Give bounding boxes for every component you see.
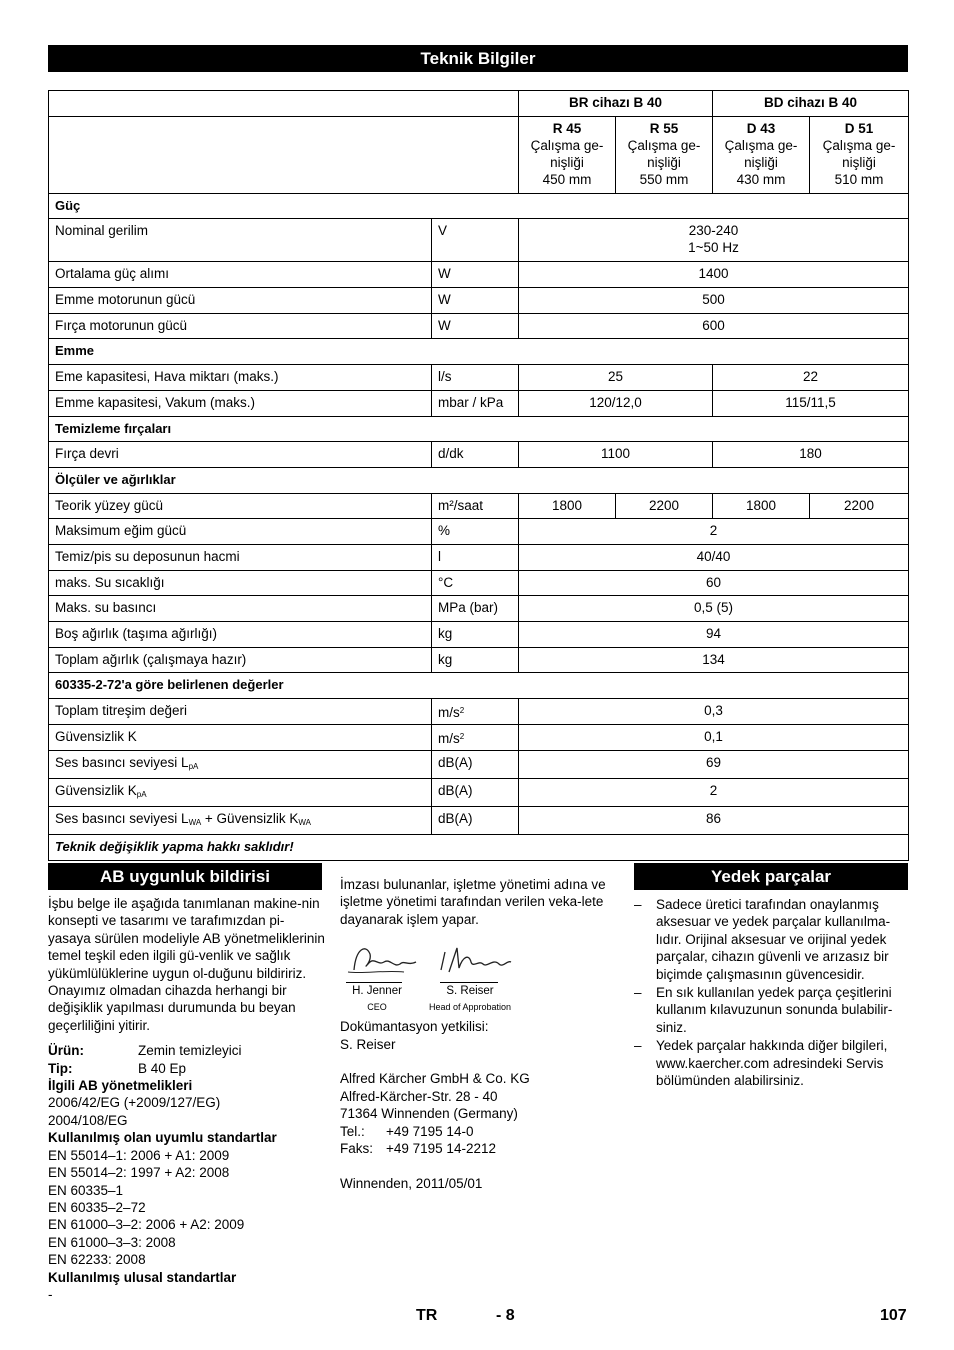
directive-item: 2004/108/EG — [48, 1112, 128, 1128]
list-item: – Sadece üretici tarafından onaylanmış aksesuar ve yedek parçalar kullanılma-lıdır. Orijinal aksesuar ve orijinal yedek parçalar, cihazın güvenli ve arızasız bir biçimde çalışmasının güvencesidir. — [634, 896, 908, 983]
table-row: Ses basıncı seviyesi $L_{WA}$ + Güvensizlik $K_{WA}$ dB(A) 86 — [49, 807, 909, 835]
table-row: Güvensizlik $K_{pA}$ dB(A) 2 — [49, 779, 909, 807]
type-line: Tip: B 40 Ep — [48, 1060, 187, 1076]
table-row: Toplam titreşim değeri $m/s^2$ 0,3 — [49, 699, 909, 725]
footer-page-number: 107 — [880, 1307, 907, 1324]
list-item: – En sık kullanılan yedek parça çeşitlerini kullanım kılavuzunun sonunda bulabilir-siniz. — [634, 984, 908, 1036]
table-row: Fırça devri d/dk 1100 180 — [49, 442, 909, 468]
model-header: R 45 Çalışma ge- nişliği 450 mm — [519, 116, 616, 193]
phone-line: Tel.: +49 7195 14-0 — [340, 1123, 474, 1139]
table-row: Ses basıncı seviyesi $L_{pA}$ dB(A) 69 — [49, 751, 909, 779]
standard-item: EN 60335–2–72 — [48, 1199, 146, 1215]
signature-jenner-image — [344, 940, 424, 980]
table-row: Maks. su basıncı MPa (bar) 0,5 (5) — [49, 596, 909, 622]
page-title: Teknik Bilgiler — [48, 45, 908, 72]
fax-line: Faks: +49 7195 14-2212 — [340, 1141, 496, 1157]
signer-role: CEO — [367, 1002, 387, 1013]
company-city: 71364 Winnenden (Germany) — [340, 1106, 518, 1122]
table-row: Eme kapasitesi, Hava miktarı (maks.) l/s 25 22 — [49, 365, 909, 391]
table-row: Emme motorunun gücü W 500 — [49, 288, 909, 314]
standard-item: EN 62233: 2008 — [48, 1252, 146, 1268]
standards-title: Kullanılmış olan uyumlu standartlar — [48, 1130, 277, 1146]
table-row: Emme kapasitesi, Vakum (maks.) mbar / kPa 120/12,0 115/11,5 — [49, 390, 909, 416]
directives-title: İlgili AB yönetmelikleri — [48, 1078, 193, 1094]
table-row: Maksimum eğim gücü % 2 — [49, 519, 909, 545]
model-header: D 43 Çalışma ge- nişliği 430 mm — [713, 116, 810, 193]
signer-name: H. Jenner — [352, 985, 402, 998]
section-row: Ölçüler ve ağırlıklar — [49, 467, 909, 493]
doc-officer-label: Dokümantasyon yetkilisi: — [340, 1019, 489, 1035]
signatures-column — [340, 876, 620, 1192]
yedek-section-title: Yedek parçalar — [634, 863, 908, 890]
table-row: Fırça motorunun gücü W 600 — [49, 313, 909, 339]
standard-item: EN 61000–3–3: 2008 — [48, 1234, 176, 1250]
model-header: R 55 Çalışma ge- nişliği 550 mm — [616, 116, 713, 193]
national-standards-title: Kullanılmış ulusal standartlar — [48, 1269, 237, 1285]
section-row: Emme — [49, 339, 909, 365]
section-row: 60335-2-72'a göre belirlenen değerler — [49, 673, 909, 699]
spare-parts-column — [634, 896, 908, 1090]
table-row: Güvensizlik K $m/s^2$ 0,1 — [49, 725, 909, 751]
doc-officer-name: S. Reiser — [340, 1036, 396, 1052]
company-name: Alfred Kärcher GmbH & Co. KG — [340, 1071, 530, 1087]
ab-intro: İşbu belge ile aşağıda tanımlanan makine-nin konsepti ve tasarımı ve tarafımızdan pi-yasaya sürülen modeliyle AB yönetmeliklerinin temel teşkil eden ilgili gü-venlik ve sağlık yükümlülüklerine uygun ol-duğunu bildiririz. Onayımız olmadan cihazda herhangi bir değişiklik yapılması durumunda bu beyan geçerliliğini yitirir. — [48, 896, 325, 1033]
standard-item: EN 60335–1 — [48, 1182, 124, 1198]
table-row: Ortalama güç alımı W 1400 — [49, 262, 909, 288]
table-row: Toplam ağırlık (çalışmaya hazır) kg 134 — [49, 647, 909, 673]
ab-declaration — [48, 895, 326, 1303]
company-street: Alfred-Kärcher-Str. 28 - 40 — [340, 1088, 498, 1104]
standard-item: EN 55014–1: 2006 + A1: 2009 — [48, 1147, 230, 1163]
standard-item: EN 55014–2: 1997 + A2: 2008 — [48, 1165, 230, 1181]
table-header-group-row — [49, 91, 909, 117]
spec-table — [48, 90, 909, 861]
signer-name: S. Reiser — [446, 985, 494, 998]
section-row: Temizleme fırçaları — [49, 416, 909, 442]
table-row: Boş ağırlık (taşıma ağırlığı) kg 94 — [49, 622, 909, 648]
place-date: Winnenden, 2011/05/01 — [340, 1175, 483, 1191]
table-row: Nominal gerilim V 230-240 1~50 Hz — [49, 219, 909, 262]
list-item: – Yedek parçalar hakkında diğer bilgileri, www.kaercher.com adresindeki Servis bölümünden alabilirsiniz. — [634, 1037, 908, 1089]
standard-item: EN 61000–3–2: 2006 + A2: 2009 — [48, 1217, 245, 1233]
spare-parts-list — [634, 896, 908, 1089]
table-row: maks. Su sıcaklığı °C 60 — [49, 570, 909, 596]
directive-item: 2006/42/EG (+2009/127/EG) — [48, 1095, 221, 1111]
section-row: Güç — [49, 193, 909, 219]
signer-role: Head of Approbation — [428, 1002, 512, 1013]
footer-section-page: - 8 — [496, 1307, 515, 1324]
table-row: Temiz/pis su deposunun hacmi l 40/40 — [49, 544, 909, 570]
signature-reiser-image — [435, 942, 515, 982]
ab-section-title: AB uygunluk bildirisi — [48, 863, 322, 890]
group-bd-header: BD cihazı B 40 — [713, 91, 909, 117]
table-row: Teorik yüzey gücü m²/saat 1800 2200 1800 2200 — [49, 493, 909, 519]
table-header-model-row — [49, 116, 909, 193]
signature-block — [340, 940, 620, 1013]
note-row: Teknik değişiklik yapma hakkı saklıdır! — [49, 835, 909, 861]
footer-language: TR — [416, 1307, 438, 1324]
signatory-intro: İmzası bulunanlar, işletme yönetimi adına ve işletme yönetimi tarafından verilen veka-lete dayanarak işlem yapar. — [340, 877, 606, 927]
model-header: D 51 Çalışma ge- nişliği 510 mm — [810, 116, 909, 193]
national-standard-item: - — [48, 1286, 53, 1302]
product-line: Ürün: Zemin temizleyici — [48, 1043, 242, 1059]
group-br-header: BR cihazı B 40 — [519, 91, 713, 117]
